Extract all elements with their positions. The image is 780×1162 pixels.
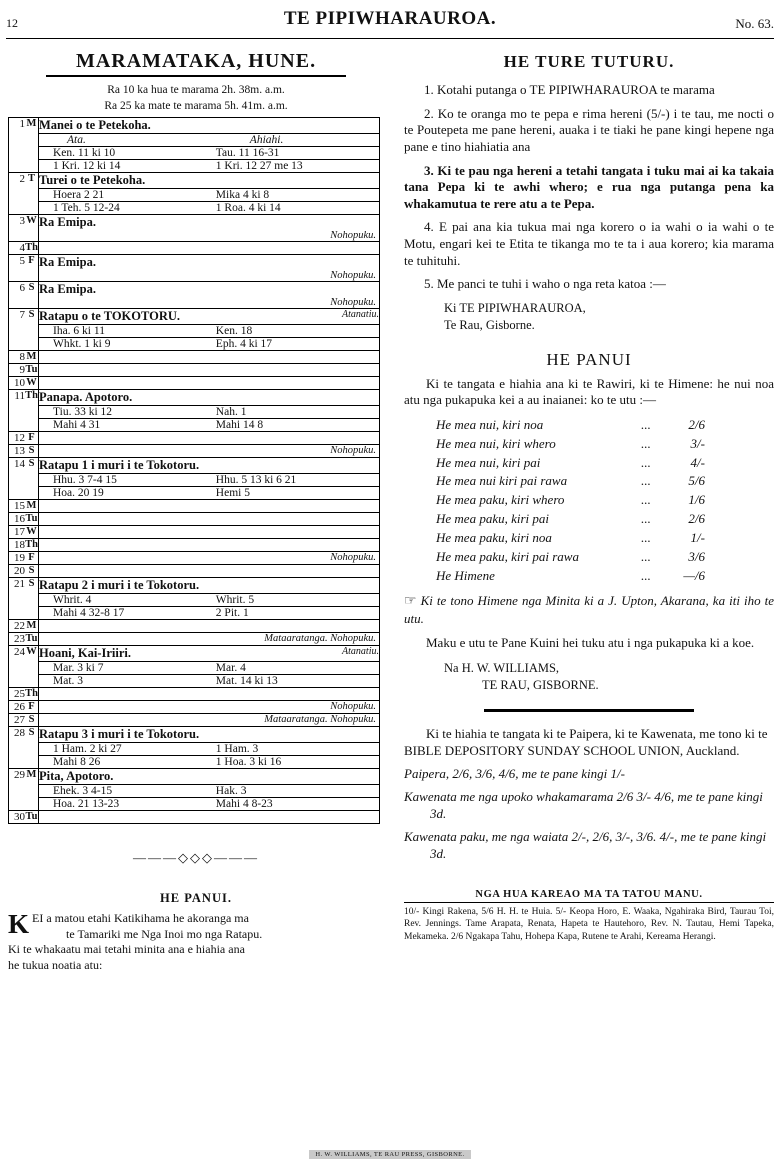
ornament: ———◇◇◇———	[133, 849, 259, 865]
calendar-day-number: 23	[9, 632, 26, 645]
calendar-day-number: 27	[9, 713, 26, 726]
calendar-entry-title: Ratapu 1 i muri i te Tokotoru.	[39, 457, 200, 472]
reading-evening: 1 Hoa. 3 ki 16	[216, 755, 379, 768]
calendar-day-letter: Th	[25, 241, 38, 253]
calendar-row	[9, 700, 380, 713]
calendar-entry	[39, 700, 380, 713]
calendar-day-number: 22	[9, 619, 26, 632]
address-line-1: Ki TE PIPIWHARAUROA,	[444, 300, 586, 315]
calendar-entry-title: Ra Emipa.	[39, 281, 96, 296]
price-row	[436, 510, 774, 529]
calendar-day-number: 19	[9, 551, 26, 564]
calendar-col-head-morning: Ata.	[39, 133, 216, 146]
calendar-row	[9, 499, 380, 512]
reading-morning: Mahi 4 32-8 17	[39, 606, 216, 619]
calendar-row	[9, 457, 380, 499]
rules-title: HE TURE TUTURU.	[503, 52, 675, 71]
reading-morning: Whrit. 4	[39, 593, 216, 606]
calendar-day-letter: Tu	[25, 512, 38, 524]
price-item-name: He mea paku, kiri whero	[436, 492, 565, 508]
calendar-entry	[39, 810, 380, 823]
calendar-title-underline	[46, 75, 346, 77]
reading-evening: Ken. 18	[216, 324, 379, 337]
rule-4: 4. E pai ana kia tukua mai nga korero o ia wahi o ia wahi o te Motu, engari kei te Etita te tikanga mo te ta i aua korero; kia marama te tuhituhi.	[404, 219, 774, 268]
calendar-readings	[39, 405, 379, 431]
calendar-entry	[39, 726, 380, 768]
calendar-entry	[39, 525, 380, 538]
calendar-day-letter: M	[25, 619, 39, 632]
calendar-entry	[39, 499, 380, 512]
moon-note-1: Ra 10 ka hua te marama 2h. 38m. a.m.	[107, 84, 285, 96]
reading-morning: 1 Kri. 12 ki 14	[39, 159, 216, 172]
calendar-row	[9, 551, 380, 564]
calendar-day-number: 3	[9, 214, 26, 241]
calendar-day-letter: Th	[25, 538, 38, 550]
calendar-row	[9, 389, 380, 431]
issue-number: No. 63.	[735, 16, 774, 31]
calendar-day-letter: Th	[25, 389, 39, 431]
calendar-entry-title: Hoani, Kai-Iriiri.	[39, 645, 132, 660]
paipera-item-3: Kawenata paku, me nga waiata 2/-, 2/6, 3/-, 3/6. 4/-, me te pane kingi 3d.	[404, 828, 767, 861]
reading-evening: Tau. 11 16-31	[216, 146, 379, 159]
calendar-entry-title: Panapa. Apotoro.	[39, 389, 133, 404]
calendar-entry-side-note: Atanatiu.	[342, 308, 379, 320]
reading-morning: Mahi 4 31	[39, 418, 216, 431]
reading-morning: Tiu. 33 ki 12	[39, 405, 216, 418]
price-value: 2/6	[688, 416, 705, 432]
calendar-readings	[39, 188, 379, 214]
calendar-fast-note: Nohopuku.	[330, 296, 376, 308]
moon-note-2: Ra 25 ka mate te marama 5h. 41m. a.m.	[104, 100, 288, 113]
calendar-day-number: 18	[9, 538, 26, 551]
calendar-day-number: 15	[9, 499, 26, 512]
price-dots: ...	[641, 567, 651, 583]
calendar-entry	[39, 254, 380, 281]
calendar-row	[9, 564, 380, 577]
calendar-entry-side-note: Atanatiu.	[342, 645, 379, 657]
calendar-entry	[39, 172, 380, 214]
kuini-note: Maku e utu te Pane Kuini hei tuku atu i nga pukapuka ki a koe.	[426, 635, 755, 650]
calendar-day-number: 20	[9, 564, 26, 577]
calendar-day-number: 11	[9, 389, 26, 431]
calendar-entry-title: Turei o te Petekoha.	[39, 172, 146, 187]
calendar-title: MARAMATAKA, HUNE.	[75, 50, 317, 72]
reading-evening: Hemi 5	[216, 486, 379, 499]
calendar-row	[9, 363, 380, 376]
reading-evening: Mat. 14 ki 13	[216, 674, 379, 687]
reading-morning: Hhu. 3 7-4 15	[39, 473, 216, 486]
notice-line-3: Ki te whakaatu mai tetahi minita ana e hiahia ana	[8, 942, 245, 957]
reading-evening: Mahi 4 8-23	[216, 797, 379, 810]
calendar-readings	[39, 742, 379, 768]
notice-block	[8, 890, 384, 974]
calendar-day-number: 16	[9, 512, 26, 525]
donors-block	[404, 889, 774, 944]
price-list	[436, 416, 774, 586]
calendar-day-number: 24	[9, 645, 26, 687]
calendar-row	[9, 117, 380, 172]
calendar-day-letter: Tu	[25, 363, 38, 375]
price-row	[436, 435, 774, 454]
pointing-hand-icon: ☞	[404, 594, 417, 610]
rule-1: 1. Kotahi putanga o TE PIPIWHARAUROA te marama	[424, 82, 715, 97]
reading-evening: 2 Pit. 1	[216, 606, 379, 619]
calendar-entry	[39, 431, 380, 444]
calendar-entry	[39, 713, 380, 726]
price-value: 1/-	[690, 529, 705, 545]
signature-place: TE RAU, GISBORNE.	[482, 677, 599, 692]
calendar-day-letter: F	[25, 431, 39, 444]
calendar-day-letter: T	[25, 172, 39, 214]
calendar-day-letter: S	[25, 564, 39, 577]
reading-evening: Hak. 3	[216, 784, 379, 797]
calendar-entry	[39, 538, 380, 551]
calendar-day-letter: S	[25, 713, 39, 726]
reading-morning: 1 Ham. 2 ki 27	[39, 742, 216, 755]
himene-note-row	[404, 593, 774, 628]
price-dots: ...	[641, 435, 651, 451]
calendar-fast-note: Nohopuku.	[330, 444, 376, 456]
calendar-entry	[39, 350, 380, 363]
notice-line-1: EI a matou etahi Katikihama he akoranga ma	[32, 911, 249, 925]
calendar-day-letter: M	[25, 768, 39, 810]
calendar-day-letter: S	[25, 444, 39, 457]
donors-body: 10/- Kingi Rakena, 5/6 H. H. te Huia. 5/- Keopa Horo, E. Waaka, Ngahiraka Bird, Taurau Toi, Rev. Jennings. Tame Arapata, Renata, Hapeta te Hautehoro, Rev. N. Tautau, Hemi Tapeka, Mekameka. 2/6 Ngakapa Tahu, Hohepa Kapa, Rutene te Arahi, Kereama Herangi.	[404, 906, 774, 942]
calendar-day-letter: M	[25, 350, 39, 363]
page-number: 12	[6, 16, 18, 30]
reading-morning: Hoera 2 21	[39, 188, 216, 201]
price-value: 1/6	[688, 492, 705, 508]
reading-morning: Mar. 3 ki 7	[39, 661, 216, 674]
price-item-name: He mea nui, kiri noa	[436, 416, 544, 432]
calendar-row	[9, 810, 380, 823]
reading-morning: 1 Teh. 5 12-24	[39, 201, 216, 214]
calendar-readings	[39, 324, 379, 350]
reading-morning: Mahi 8 26	[39, 755, 216, 768]
calendar-readings	[39, 473, 379, 499]
calendar-entry	[39, 768, 380, 810]
price-item-name: He mea nui, kiri whero	[436, 435, 556, 451]
rule-5: 5. Me panci te tuhi i waho o nga reta katoa :—	[424, 276, 666, 292]
calendar-day-number: 13	[9, 444, 26, 457]
reading-evening: Mar. 4	[216, 661, 379, 674]
calendar-day-letter: F	[25, 254, 39, 281]
calendar-day-number: 28	[9, 726, 26, 768]
calendar-readings	[39, 661, 379, 687]
calendar-fast-note: Nohopuku.	[330, 269, 376, 281]
calendar-day-letter: F	[25, 551, 39, 564]
calendar-fast-note: Nohopuku.	[330, 551, 376, 563]
calendar-entry	[39, 645, 380, 687]
notice-heading: HE PANUI.	[160, 890, 232, 905]
calendar-day-number: 8	[9, 350, 26, 363]
reading-evening: Nah. 1	[216, 405, 379, 418]
calendar-day-number: 21	[9, 577, 26, 619]
calendar-entry	[39, 281, 380, 308]
paipera-item-1: Paipera, 2/6, 3/6, 4/6, me te pane kingi 1/-	[404, 766, 625, 782]
calendar-entry	[39, 512, 380, 525]
calendar-day-letter: W	[26, 376, 37, 388]
reading-evening: Whrit. 5	[216, 593, 379, 606]
calendar-entry	[39, 577, 380, 619]
himene-note: Ki te tono Himene nga Minita ki a J. Upton, Akarana, ka iti iho te utu.	[404, 593, 775, 627]
calendar-row	[9, 444, 380, 457]
calendar-day-letter: W	[25, 214, 39, 241]
reading-evening: 1 Roa. 4 ki 14	[216, 201, 379, 214]
reading-evening: Hhu. 5 13 ki 6 21	[216, 473, 379, 486]
notice-dropcap: K	[8, 909, 30, 939]
price-item-name: He mea nui, kiri pai	[436, 454, 541, 470]
calendar-day-letter: S	[25, 726, 39, 768]
paipera-intro: Ki te hiahia te tangata ki te Paipera, ki te Kawenata, me tono ki te BIBLE DEPOSITORY SUNDAY SCHOOL UNION, Auckland.	[404, 726, 768, 759]
calendar-entry	[39, 241, 380, 254]
price-item-name: He mea paku, kiri noa	[436, 529, 552, 545]
calendar-day-letter: Tu	[25, 810, 38, 822]
calendar-day-letter: W	[26, 525, 37, 537]
calendar-row	[9, 172, 380, 214]
section-divider	[484, 709, 694, 712]
price-row	[436, 491, 774, 510]
calendar-entry-title: Ratapu o te TOKOTORU.	[39, 308, 180, 323]
calendar-entry	[39, 363, 380, 376]
calendar-entry-title: Manei o te Petekoha.	[39, 117, 151, 132]
price-row	[436, 529, 774, 548]
calendar-fast-note: Nohopuku.	[330, 700, 376, 712]
calendar-readings	[39, 146, 379, 172]
price-row	[436, 548, 774, 567]
calendar-entry	[39, 632, 380, 645]
calendar-entry	[39, 564, 380, 577]
reading-morning: Iha. 6 ki 11	[39, 324, 216, 337]
price-item-name: He Himene	[436, 567, 495, 583]
price-item-name: He mea paku, kiri pai	[436, 511, 550, 527]
panui-title: HE PANUI	[546, 349, 632, 369]
calendar-day-number: 2	[9, 172, 26, 214]
calendar-row	[9, 632, 380, 645]
calendar-row	[9, 512, 380, 525]
price-dots: ...	[641, 492, 651, 508]
calendar-entry-title: Ra Emipa.	[39, 254, 96, 269]
calendar-day-number: 10	[9, 376, 26, 389]
imprint-text: H. W. WILLIAMS, TE RAU PRESS, GISBORNE.	[309, 1150, 470, 1159]
calendar-day-letter: S	[25, 281, 39, 308]
calendar-fast-note: Mataaratanga. Nohopuku.	[264, 713, 376, 725]
calendar-day-letter: M	[25, 117, 39, 172]
calendar-entry	[39, 551, 380, 564]
reading-morning: Ken. 11 ki 10	[39, 146, 216, 159]
calendar-day-letter: W	[25, 645, 39, 687]
calendar-row	[9, 308, 380, 350]
calendar-day-letter: S	[25, 577, 39, 619]
price-value: —/6	[683, 567, 705, 583]
rule-3: 3. Ki te pau nga hereni a tetahi tangata i tuku mai ai ka takaia tana Pepa ki te awhi whero; e rua nga putanga pena ka whakamutua te rere atu a te Pepa.	[404, 162, 774, 211]
reading-evening: 1 Ham. 3	[216, 742, 379, 755]
price-value: 5/6	[688, 473, 705, 489]
address-line-2: Te Rau, Gisborne.	[444, 317, 535, 332]
price-dots: ...	[641, 454, 651, 470]
signature: Na H. W. WILLIAMS,	[444, 660, 560, 675]
reading-evening: Eph. 4 ki 17	[216, 337, 379, 350]
calendar-row	[9, 768, 380, 810]
price-row	[436, 567, 774, 586]
calendar-day-number: 29	[9, 768, 26, 810]
calendar-entry-title: Ra Emipa.	[39, 214, 96, 229]
price-dots: ...	[641, 416, 651, 432]
calendar-entry-title: Ratapu 3 i muri i te Tokotoru.	[39, 726, 200, 741]
calendar-entry	[39, 619, 380, 632]
calendar-entry-title: Pita, Apotoro.	[39, 768, 114, 783]
right-column	[404, 46, 774, 943]
masthead	[0, 8, 780, 42]
calendar-row	[9, 619, 380, 632]
calendar-row	[9, 538, 380, 551]
price-dots: ...	[641, 511, 651, 527]
notice-line-4: he tukua noatia atu:	[8, 957, 103, 972]
reading-morning: Hoa. 21 13-23	[39, 797, 216, 810]
calendar-day-number: 4	[9, 241, 26, 254]
calendar-entry	[39, 214, 380, 241]
calendar-day-number: 25	[9, 687, 26, 700]
calendar-row	[9, 431, 380, 444]
calendar-row	[9, 577, 380, 619]
calendar-row	[9, 687, 380, 700]
calendar-row	[9, 214, 380, 241]
calendar-table	[8, 117, 380, 824]
price-value: 3/-	[690, 435, 705, 451]
notice-line-2: te Tamariki me Nga Inoi mo nga Ratapu.	[66, 926, 263, 941]
calendar-fast-note: Mataaratanga. Nohopuku.	[264, 632, 376, 644]
calendar-day-number: 7	[9, 308, 26, 350]
reading-evening: 1 Kri. 12 27 me 13	[216, 159, 379, 172]
calendar-day-letter: S	[25, 457, 39, 499]
calendar-day-letter: F	[25, 700, 39, 713]
calendar-row	[9, 726, 380, 768]
left-column	[8, 46, 384, 973]
calendar-row	[9, 241, 380, 254]
reading-morning: Mat. 3	[39, 674, 216, 687]
calendar-day-letter: S	[25, 308, 39, 350]
calendar-day-number: 12	[9, 431, 26, 444]
panui-intro: Ki te tangata e hiahia ana ki te Rawiri, ki te Himene: he nui noa atu nga pukapuka kei a au inaianei: ko te utu :—	[404, 375, 774, 408]
calendar-entry	[39, 308, 380, 350]
price-dots: ...	[641, 529, 651, 545]
rule-2: 2. Ko te oranga mo te pepa e rima hereni (5/-) i te tau, me nocti o te Poutepeta me pane hereni, auaka i te tiaki he pane kingi hepene nga pane e tino hiahiatia ana	[404, 105, 774, 154]
calendar-entry	[39, 389, 380, 431]
price-row	[436, 454, 774, 473]
calendar-day-letter: Th	[25, 687, 38, 699]
calendar-fast-note: Nohopuku.	[330, 229, 376, 241]
calendar-col-head-evening: Ahiahi.	[216, 133, 379, 146]
calendar-row	[9, 254, 380, 281]
calendar-entry	[39, 117, 380, 172]
calendar-day-number: 14	[9, 457, 26, 499]
calendar-row	[9, 281, 380, 308]
calendar-day-number: 30	[9, 810, 26, 823]
calendar-row	[9, 645, 380, 687]
calendar-row	[9, 525, 380, 538]
reading-morning: Ehek. 3 4-15	[39, 784, 216, 797]
reading-morning: Hoa. 20 19	[39, 486, 216, 499]
price-row	[436, 472, 774, 491]
printer-imprint	[0, 1151, 780, 1158]
price-value: 2/6	[688, 511, 705, 527]
reading-evening: Mahi 14 8	[216, 418, 379, 431]
price-value: 3/6	[688, 548, 705, 564]
calendar-entry	[39, 457, 380, 499]
calendar-entry-title: Ratapu 2 i muri i te Tokotoru.	[39, 577, 200, 592]
calendar-day-number: 5	[9, 254, 26, 281]
paipera-item-2: Kawenata me nga upoko whakamarama 2/6 3/- 4/6, me te pane kingi 3d.	[404, 789, 763, 821]
calendar-day-letter: Tu	[25, 632, 38, 644]
calendar-day-number: 6	[9, 281, 26, 308]
price-dots: ...	[641, 548, 651, 564]
price-item-name: He mea paku, kiri pai rawa	[436, 548, 579, 564]
price-row	[436, 416, 774, 435]
publication-title: TE PIPIWHARAUROA.	[283, 8, 497, 29]
calendar-entry	[39, 376, 380, 389]
reading-evening: Mika 4 ki 8	[216, 188, 379, 201]
price-dots: ...	[641, 473, 651, 489]
calendar-row	[9, 376, 380, 389]
calendar-entry	[39, 687, 380, 700]
calendar-row	[9, 713, 380, 726]
calendar-row	[9, 350, 380, 363]
calendar-readings	[39, 593, 379, 619]
calendar-readings	[39, 784, 379, 810]
calendar-day-number: 17	[9, 525, 26, 538]
calendar-day-number: 26	[9, 700, 26, 713]
reading-morning: Whkt. 1 ki 9	[39, 337, 216, 350]
calendar-entry	[39, 444, 380, 457]
masthead-rule	[6, 38, 774, 39]
calendar-day-number: 1	[9, 117, 26, 172]
donors-title: NGA HUA KAREAO MA TA TATOU MANU.	[404, 889, 774, 903]
calendar-day-number: 9	[9, 363, 26, 376]
calendar-day-letter: M	[25, 499, 39, 512]
price-value: 4/-	[690, 454, 705, 470]
price-item-name: He mea nui kiri pai rawa	[436, 473, 568, 489]
